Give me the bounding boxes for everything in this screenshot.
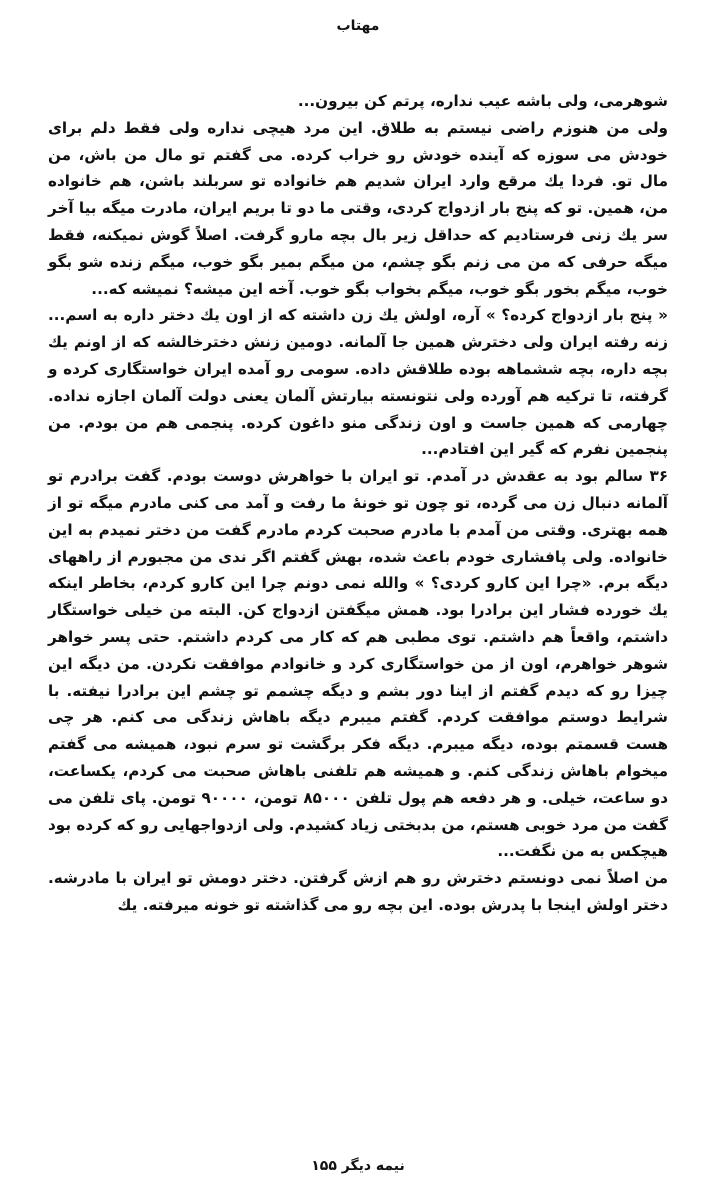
paragraph-3: « پنج بار ازدواج کرده؟ » آره، اولش یك زن داشته که از اون یك دختر داره به اسم... زنه رفته ایران ولی دخترش همین جا آلمانه. دومین زنش دخترخالشه که از اونم یك بچه داره، بچه ششماهه بوده طلاقش داده. سومی رو آمده ایران خواستگاری کرده و گرفته، تا ترکیه هم آورده ولی نتونسته بیارتش آلمان یعنی دولت آلمان اجازه نداده. چهارمی که همین جاست و اون زندگی منو داغون کرده. پنجمی هم من بودم. من پنجمین نفرم که گیر این افتادم...	[48, 306, 668, 459]
paragraph-4: ۳۶ سالم بود به عقدش در آمدم. تو ایران با خواهرش دوست بودم. گفت برادرم تو آلمانه دنبال زن می گرده، تو چون تو خونهٔ ما رفت و آمد می کنی مادرم میگه تو از همه بهتری. وقتی من آمدم با مادرم صحبت کردم مادرم گفت من دختر نمیدم به این خانواده. ولی پافشاری خودم باعث شده، بهش گفتم اگر ندی من مجبورم از راههای دیگه برم. «چرا این کارو کردی؟ » والله نمی دونم چرا این کارو کردم، بخاطر اینکه یك خورده فشار این برادرا بود. همش میگفتن ازدواج کن. البته من خیلی خواستگار داشتم، واقعاً هم داشتم. توی مطبی هم که کار می کردم داشتم. حتی پسر خواهر شوهر خواهرم، اون از من خواستگاری کرد و خانوادم موافقت نکردن. من دیگه این چیزا رو که دیدم گفتم از اینا دور بشم و دیگه چشمم تو چشم این برادرا نیفته. با شرایط دوستم موافقت کردم. گفتم میبرم دیگه باهاش زندگی می کنم. هر چی هست قسمتم بوده، دیگه میبرم. دیگه فکر برگشت تو سرم نبود، همیشه می گفتم میخوام باهاش زندگی کنم. و همیشه هم تلفنی باهاش صحبت می کردم، یکساعت، دو ساعت، خیلی. و هر دفعه هم پول تلفن ۸۵۰۰۰ تومن، ۹۰۰۰۰ تومن. پای تلفن می گفت من مرد خوبی هستم، من بدبختی زیاد کشیدم. ولی ازدواجهایی رو که کرده بود هیچکس به من نگفت...	[48, 467, 669, 861]
running-header: مهتاب	[336, 18, 380, 34]
paragraph-2: ولی من هنوزم راضی نیستم به طلاق. این مرد هیچی نداره ولی فقط دلم برای خودش می سوزه که آینده خودش رو خراب کرده. می گفتم تو مال من باش، من مال تو. فردا یك مرقع وارد ایران شدیم هم خانواده تو سربلند باشن، هم خانواده من، همین. تو که پنج بار ازدواج کردی، وقتی ما دو تا بریم ایران، مادرت میگه بیا آخر سر یك زنی فرستادیم که حداقل زیر بال بچه مارو گرفت. اصلاً گوش نمیکنه، فقط میگه حرفی که من می زنم بگو چشم، من میگم بمیر بگو خوب، میگم زنده شو بگو خوب، میگم بخور بگو خوب، میگم بخواب بگو خوب. آخه این میشه؟ نمیشه که...	[48, 118, 668, 298]
page-footer: نیمه دیگر ۱۵۵	[311, 1158, 405, 1174]
paragraph-5: من اصلاً نمی دونستم دخترش رو هم ازش گرفتن. دختر دومش تو ایران با مادرشه. دختر اولش اینجا با پدرش بوده. این بچه رو می گذاشته تو خونه میرفته. یك	[48, 869, 668, 914]
body-text	[48, 88, 668, 919]
paragraph-1: شوهرمی، ولی باشه عیب نداره، پرتم کن بیرون...	[297, 92, 668, 110]
